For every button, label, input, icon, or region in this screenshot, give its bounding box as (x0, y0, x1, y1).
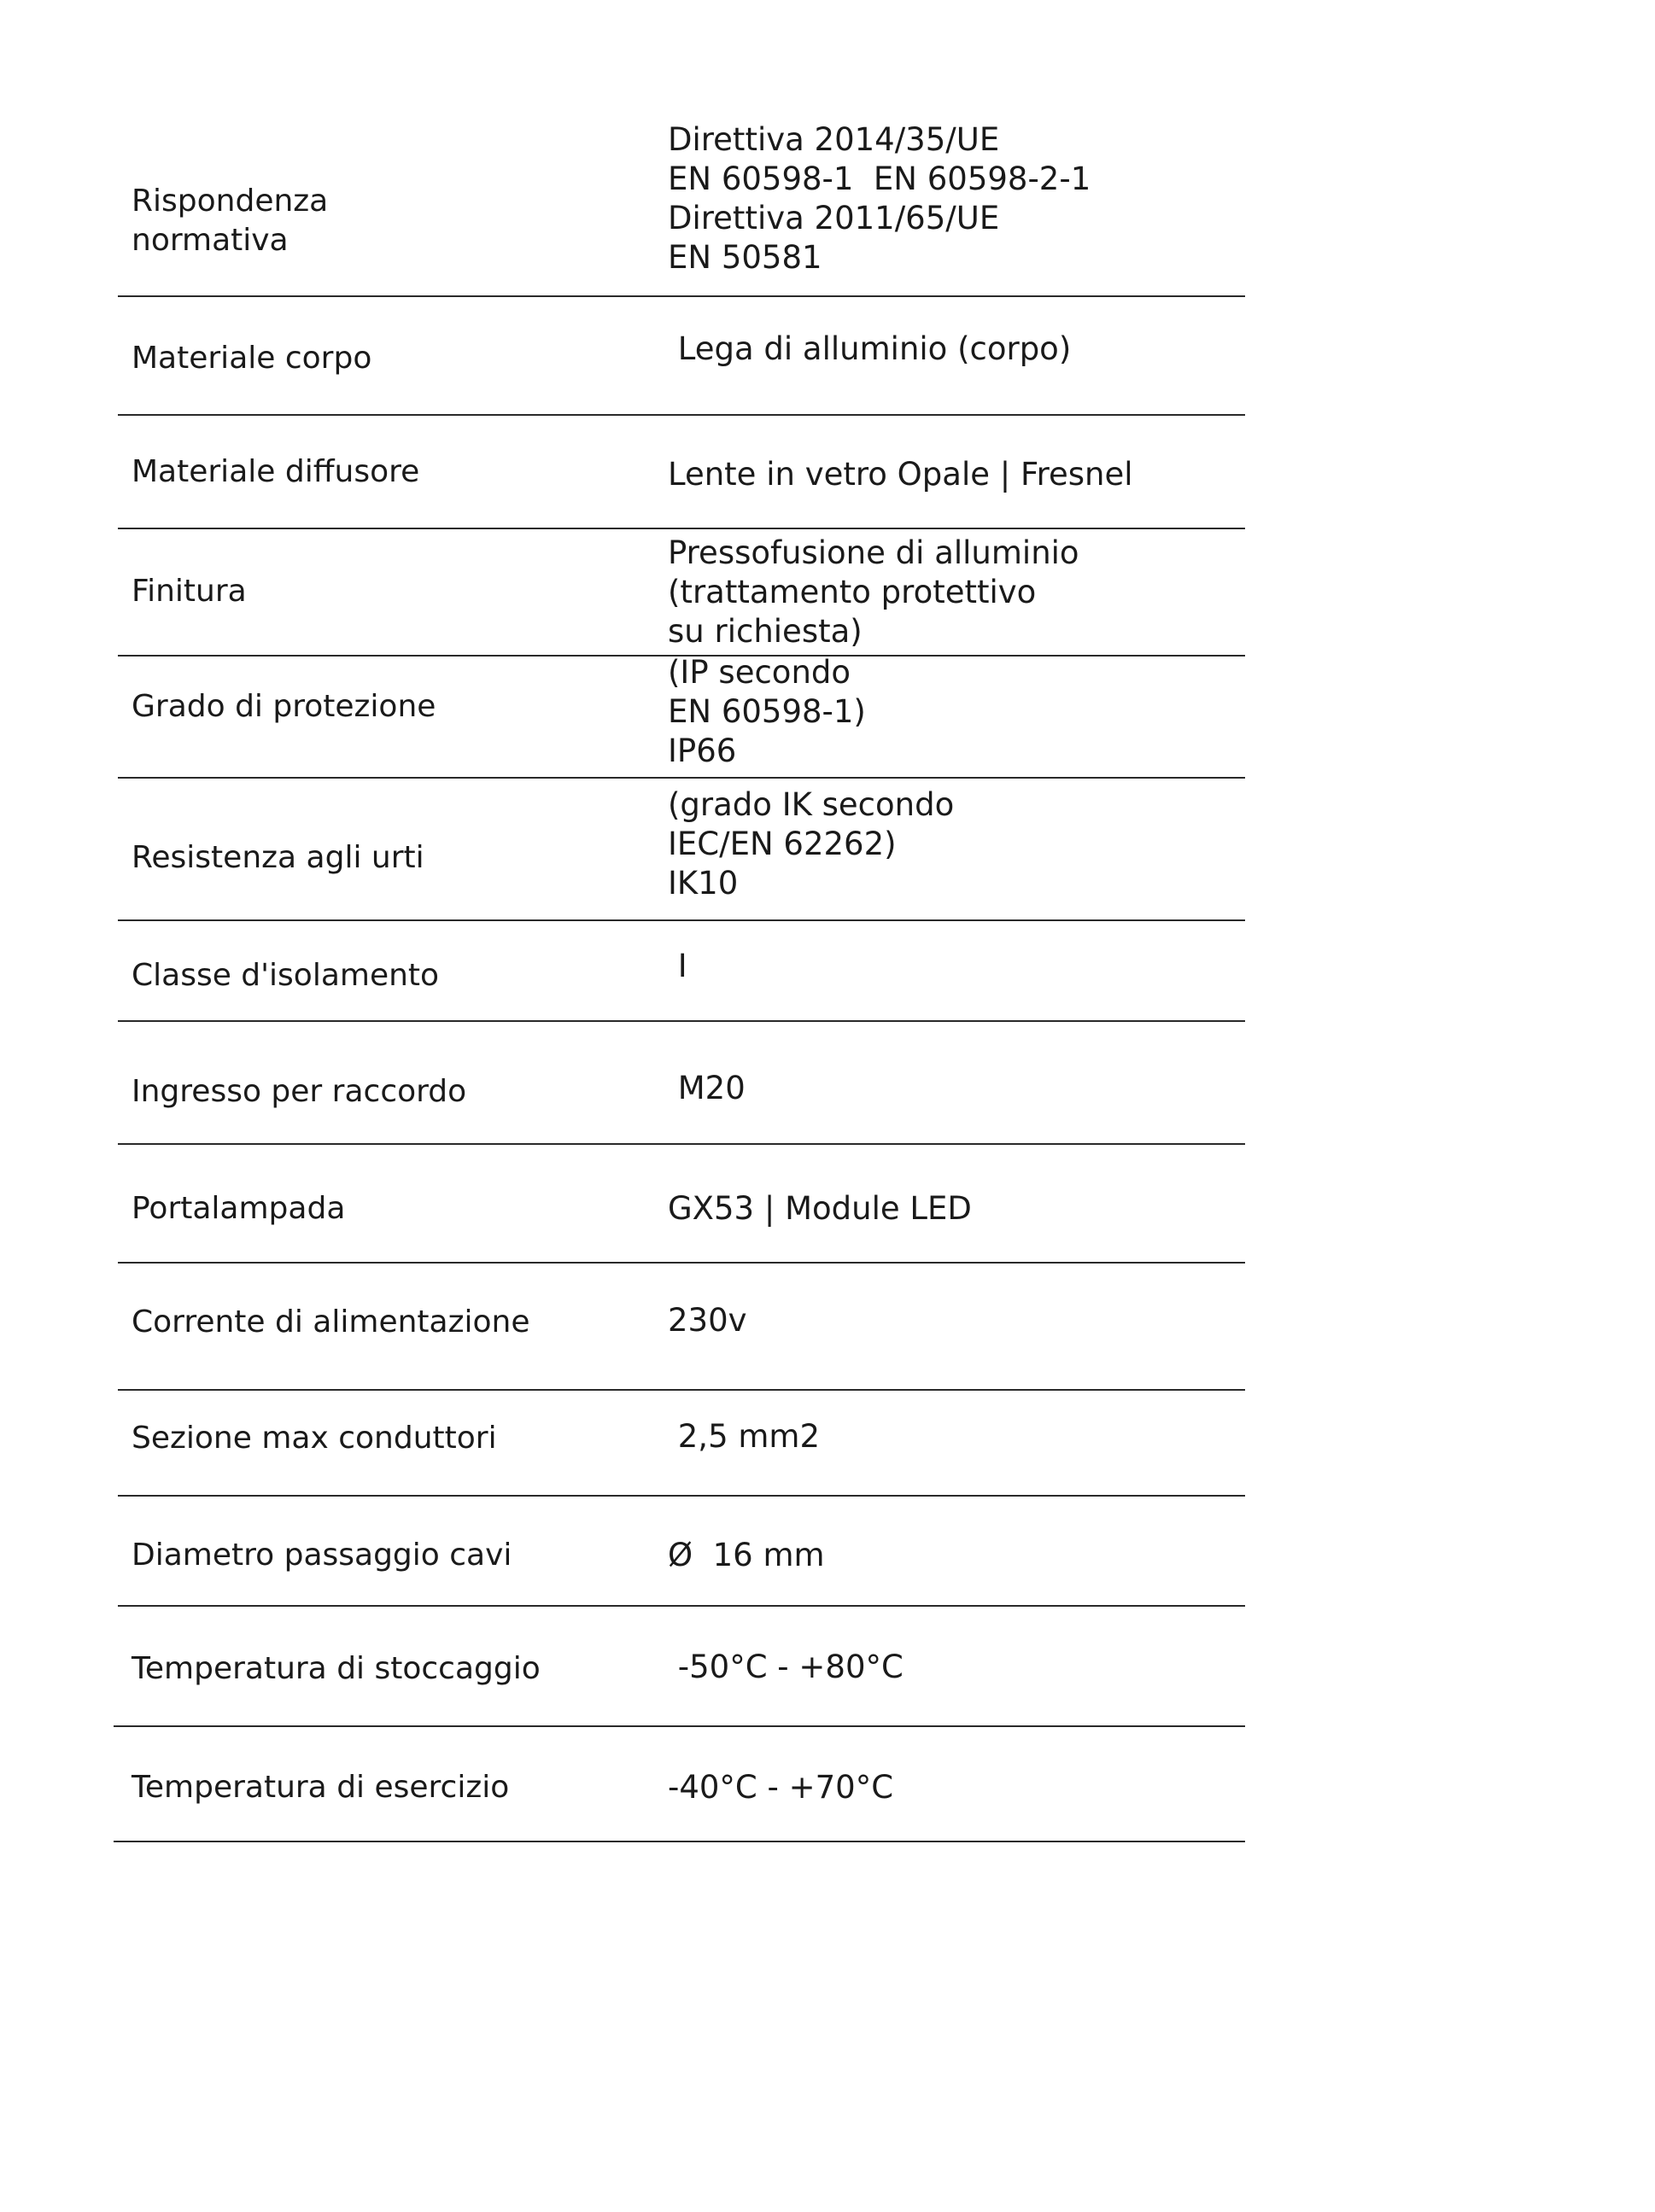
spec-value (668, 455, 1231, 494)
spec-value (668, 1301, 1231, 1340)
spec-value (668, 330, 1231, 369)
spec-value-line: (grado IK secondo (668, 786, 955, 823)
spec-value (668, 1768, 1231, 1807)
spec-label: Resistenza agli urti (132, 840, 424, 875)
spec-value-line: -40°C - +70°C (668, 1769, 894, 1806)
spec-row-corrente-alimentazione (118, 1264, 1245, 1391)
spec-value-line: 230v (668, 1302, 747, 1339)
spec-value-line: IK10 (668, 865, 739, 902)
spec-value-line: -50°C - +80°C (668, 1649, 904, 1685)
spec-value-line: Direttiva 2011/65/UE (668, 200, 1000, 236)
spec-label: Corrente di alimentazione (132, 1304, 530, 1339)
spec-value-line: I (668, 948, 687, 984)
spec-value-line: Direttiva 2014/35/UE (668, 121, 1000, 158)
spec-label: Temperatura di stoccaggio (132, 1651, 541, 1686)
spec-value-line: Ø 16 mm (668, 1537, 825, 1573)
spec-value-line: EN 60598-1 EN 60598-2-1 (668, 161, 1091, 197)
spec-row-diametro-cavi (118, 1497, 1245, 1607)
spec-label: Portalampada (132, 1191, 346, 1226)
spec-value-line: 2,5 mm2 (668, 1418, 820, 1455)
spec-label: Temperatura di esercizio (132, 1770, 510, 1805)
spec-value (668, 947, 1231, 986)
spec-row-materiale-diffusore (118, 416, 1245, 529)
spec-value-line: M20 (668, 1070, 746, 1106)
spec-value-line: EN 50581 (668, 239, 822, 276)
spec-label: Grado di protezione (132, 689, 436, 724)
spec-value-line: Pressofusione di alluminio (668, 534, 1079, 571)
spec-value-line: IP66 (668, 732, 737, 769)
spec-label: Materiale corpo (132, 341, 372, 376)
spec-row-resistenza-urti (118, 779, 1245, 921)
spec-row-rispondenza-normativa (118, 115, 1245, 297)
spec-label: Rispondenza normativa (132, 184, 329, 258)
spec-row-finitura (118, 529, 1245, 657)
spec-row-temperatura-esercizio (114, 1727, 1245, 1842)
spec-value-line: Lente in vetro Opale | Fresnel (668, 456, 1133, 493)
spec-label: Classe d'isolamento (132, 958, 440, 993)
spec-value (668, 534, 1231, 651)
spec-row-temperatura-stoccaggio (114, 1607, 1245, 1727)
spec-value (668, 120, 1231, 277)
spec-value-line: IEC/EN 62262) (668, 826, 897, 862)
spec-value-line: su richiesta) (668, 613, 863, 650)
spec-row-ingresso-raccordo (118, 1022, 1245, 1145)
spec-table (118, 115, 1245, 1842)
spec-row-materiale-corpo (118, 297, 1245, 416)
spec-row-sezione-conduttori (118, 1391, 1245, 1497)
spec-value (668, 785, 1231, 903)
spec-value-line: EN 60598-1) (668, 693, 866, 730)
spec-label: Materiale diffusore (132, 454, 420, 489)
spec-row-portalampada (118, 1145, 1245, 1264)
spec-label: Diametro passaggio cavi (132, 1538, 512, 1573)
spec-value (668, 1417, 1231, 1456)
spec-row-grado-protezione (118, 654, 1245, 779)
spec-row-classe-isolamento (118, 921, 1245, 1022)
spec-label: Ingresso per raccordo (132, 1074, 467, 1109)
spec-value-line: Lega di alluminio (corpo) (668, 330, 1072, 367)
spec-label: Sezione max conduttori (132, 1421, 497, 1456)
spec-value-line: GX53 | Module LED (668, 1190, 972, 1227)
spec-label: Finitura (132, 574, 247, 609)
spec-value-line: (IP secondo (668, 654, 851, 691)
spec-value (668, 1648, 1231, 1687)
spec-value (668, 1189, 1231, 1229)
spec-value-line: (trattamento protettivo (668, 574, 1037, 610)
spec-value (668, 1069, 1231, 1108)
spec-value (668, 1536, 1231, 1575)
spec-value (668, 653, 1231, 771)
